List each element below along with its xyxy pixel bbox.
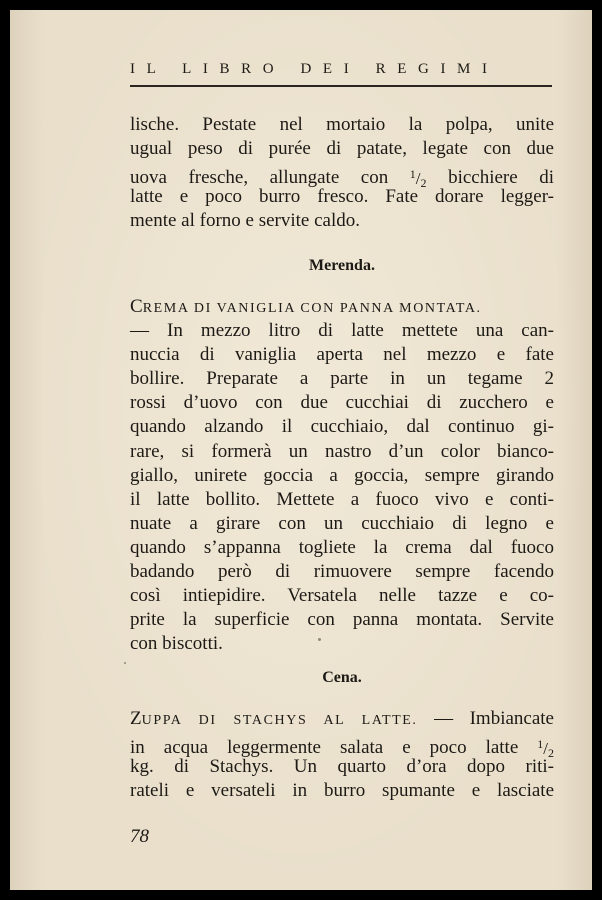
header-rule [130,85,552,87]
text-line: lische. Pestate nel mortaio la polpa, unite [130,114,554,135]
recipe-heading: CREMA DI VANIGLIA CON PANNA MONTATA. [130,296,482,317]
fraction-half: $^1/_2$ [409,167,427,191]
text-segment: bicchiere di [448,167,555,189]
book-page [10,10,592,890]
text-line: prite la superficie con panna montata. Servite [130,609,554,631]
section-title-merenda: Merenda. [309,257,375,274]
section-title-cena: Cena. [322,669,362,686]
fraction-half: $^1/_2$ [537,737,555,761]
text-line-with-fraction [130,161,555,191]
paper-speck [318,638,321,641]
text-line: badando però di rimuovere sempre facendo [130,561,554,583]
recipe-heading: ZUPPA DI STACHYS AL LATTE. — Imbiancate [130,708,554,729]
text-line: con biscotti. [130,633,223,655]
text-line: così intiepidire. Versatela nelle tazze e co- [130,585,554,607]
page-number: 78 [130,826,149,847]
text-line: giallo, unirete goccia a goccia, sempre girando [130,464,554,486]
text-line: quando s’appanna togliete la crema dal fuoco [130,536,554,558]
text-line: bollire. Preparate a parte in un tegame 2 [130,368,554,390]
text-line: rare, si formerà un nastro d’un color bianco- [130,440,554,462]
paragraph-continuation [130,113,554,233]
recipe-crema [130,295,554,656]
text-segment: uova fresche, allungate con [130,167,389,189]
text-line: — In mezzo litro di latte mettete una can- [130,320,554,342]
text-line: rossi d’uovo con due cucchiai di zucchero e [130,392,554,414]
text-line-with-fraction [130,731,555,761]
text-line: latte e poco burro fresco. Fate dorare legger- [130,186,554,208]
text-line: il latte bollito. Mettete a fuoco vivo e conti- [130,488,554,510]
text-line: quando alzando il cucchiaio, dal continuo gi- [130,416,554,438]
text-line: nuate a girare con un cucchiaio di legno e [130,512,554,534]
text-segment: in acqua leggermente salata e poco latte [130,737,519,759]
recipe-zuppa [130,707,554,803]
text-line: nuccia di vaniglia aperta nel mezzo e fate [130,344,554,366]
running-head: IL LIBRO DEI REGIMI [130,61,499,77]
text-line: ugual peso di purée di patate, legate con due [130,138,554,160]
paper-speck [124,662,126,664]
text-line: rateli e versateli in burro spumante e lasciate [130,780,554,802]
text-line: mente al forno e servite caldo. [130,210,361,232]
text-line: kg. di Stachys. Un quarto d’ora dopo riti- [130,756,554,778]
